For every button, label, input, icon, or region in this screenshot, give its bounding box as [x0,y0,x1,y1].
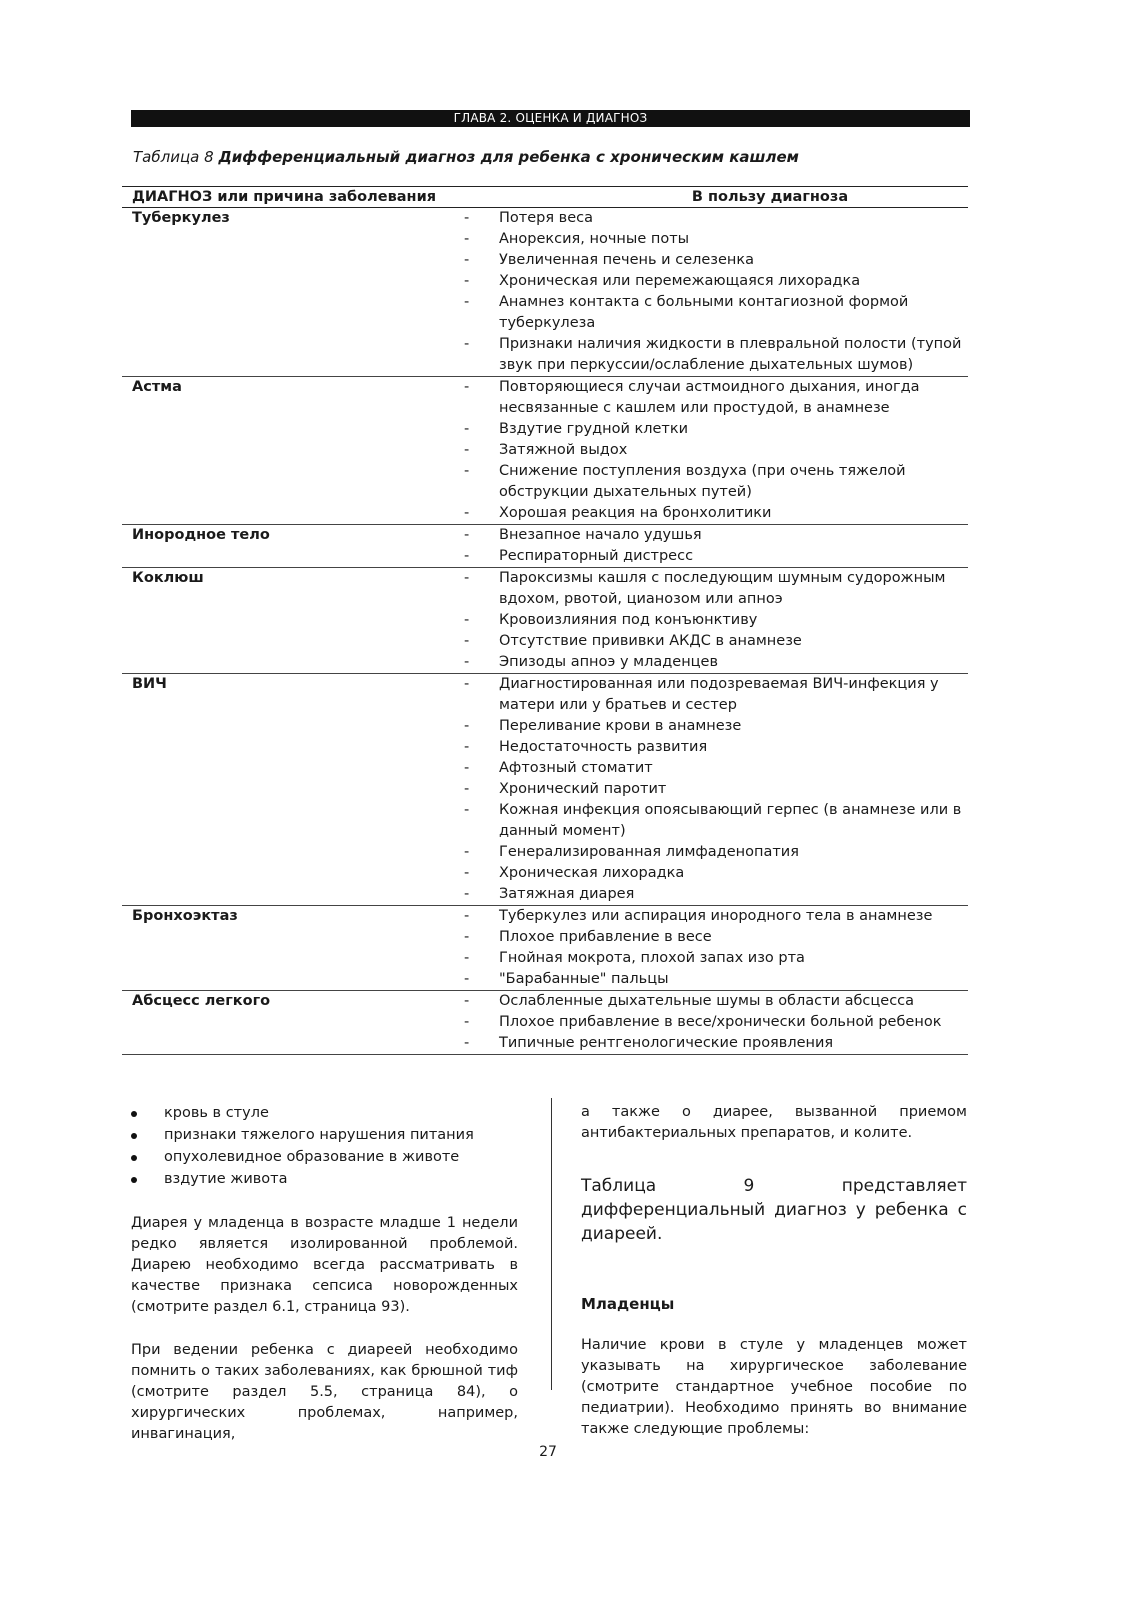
sign-text: Гнойная мокрота, плохой запах изо рта [499,950,805,966]
sign-text: Хроническая лихорадка [499,865,685,881]
sign-item [464,461,968,503]
diagnosis-signs [452,906,968,991]
sign-text: Генерализированная лимфаденопатия [499,844,799,860]
bullet-item [131,1102,518,1124]
sign-text: Отсутствие прививки АКДС в анамнезе [499,633,802,649]
dash-marker: - [464,210,470,226]
sign-item [464,334,968,376]
bullet-dot-icon [131,1133,137,1139]
sign-text: Недостаточность развития [499,739,708,755]
paragraph-table9-intro: Таблица 9 представляет дифференциальный диагноз у ребенка с диареей. [581,1176,967,1244]
sign-item [464,927,968,948]
table-row [122,674,968,906]
section-heading-infants: Младенцы [581,1295,675,1313]
dash-marker: - [464,421,470,437]
left-text-column [131,1102,518,1445]
sign-item [464,208,968,229]
dash-marker: - [464,886,470,902]
paragraph-diarrhea-management: При ведении ребенка с диареей необходимо помнить о таких заболеваниях, как брюшной тиф (смотрите раздел 5.5, страница 84), о хирургических проблемах, например, инвагинация, [131,1342,518,1442]
dash-marker: - [464,548,470,564]
dash-marker: - [464,633,470,649]
dash-marker: - [464,865,470,881]
dash-marker: - [464,760,470,776]
sign-text: Анорексия, ночные поты [499,231,690,247]
bullet-dot-icon [131,1177,137,1183]
sign-text: Затяжной выдох [499,442,628,458]
sign-item [464,292,968,334]
diagnosis-signs [452,377,968,525]
sign-text: Внезапное начало удушья [499,527,702,543]
sign-text: Плохое прибавление в весе/хронически больной ребенок [499,1014,942,1030]
sign-text: Респираторный дистресс [499,548,694,564]
dash-marker: - [464,294,470,310]
dash-marker: - [464,929,470,945]
sign-item [464,546,968,567]
dash-marker: - [464,505,470,521]
sign-item [464,779,968,800]
dash-marker: - [464,781,470,797]
bullet-item [131,1146,518,1168]
dash-marker: - [464,654,470,670]
differential-diagnosis-table [122,186,968,1055]
dash-marker: - [464,950,470,966]
table-row [122,525,968,568]
sign-item [464,884,968,905]
paragraph-neonatal-diarrhea: Диарея у младенца в возрасте младше 1 недели редко является изолированной проблемой. Диарею необходимо всегда рассматривать в качестве признака сепсиса новорожденных (смотрите раздел 6.1, страница 93). [131,1215,518,1315]
dash-marker: - [464,993,470,1009]
sign-item [464,419,968,440]
sign-text: Хроническая или перемежающаяся лихорадка [499,273,861,289]
sign-item [464,652,968,673]
dash-marker: - [464,844,470,860]
diagnosis-name: ВИЧ [122,674,452,906]
diagnosis-name: Туберкулез [122,208,452,377]
diagnosis-name: Коклюш [122,568,452,674]
sign-text: Переливание крови в анамнезе [499,718,742,734]
sign-item [464,948,968,969]
bullet-text: признаки тяжелого нарушения питания [164,1127,474,1143]
sign-item [464,674,968,716]
sign-item [464,863,968,884]
column-header-diagnosis: ДИАГНОЗ или причина заболевания [122,187,452,208]
dash-marker: - [464,570,470,586]
sign-text: Анамнез контакта с больными контагиозной формой туберкулеза [499,294,909,331]
dash-marker: - [464,252,470,268]
sign-text: Повторяющиеся случаи астмоидного дыхания, иногда несвязанные с кашлем или простудой, в анамнезе [499,379,920,416]
diagnosis-name: Бронхоэктаз [122,906,452,991]
sign-item [464,250,968,271]
sign-text: Кожная инфекция опоясывающий герпес (в анамнезе или в данный момент) [499,802,962,839]
sign-text: "Барабанные" пальцы [499,971,669,987]
sign-text: Вздутие грудной клетки [499,421,689,437]
column-divider [551,1098,552,1390]
sign-text: Плохое прибавление в весе [499,929,712,945]
table-caption-prefix: Таблица 8 [133,148,214,166]
diagnosis-name: Инородное тело [122,525,452,568]
sign-text: Потеря веса [499,210,594,226]
sign-item [464,906,968,927]
bullet-dot-icon [131,1155,137,1161]
table-row [122,377,968,525]
dash-marker: - [464,908,470,924]
diagnosis-signs [452,208,968,377]
sign-text: Затяжная диарея [499,886,635,902]
sign-text: Типичные рентгенологические проявления [499,1035,834,1051]
bullet-list [131,1102,518,1190]
sign-text: Диагностированная или подозреваемая ВИЧ-инфекция у матери или у братьев и сестер [499,676,939,713]
sign-item [464,631,968,652]
dash-marker: - [464,971,470,987]
dash-marker: - [464,379,470,395]
paragraph-antibiotic-diarrhea: а также о диарее, вызванной приемом антибактериальных препаратов, и колите. [581,1104,967,1141]
sign-text: Эпизоды апноэ у младенцев [499,654,719,670]
sign-item [464,440,968,461]
table-caption-title: Дифференциальный диагноз для ребенка с хроническим кашлем [218,148,799,166]
table-row [122,208,968,377]
bullet-text: кровь в стуле [164,1105,269,1121]
sign-item [464,716,968,737]
sign-text: Кровоизлияния под конъюнктиву [499,612,758,628]
diagnosis-signs [452,991,968,1055]
sign-item [464,969,968,990]
sign-item [464,800,968,842]
sign-item [464,842,968,863]
table-row [122,991,968,1055]
dash-marker: - [464,442,470,458]
page-number: 27 [539,1444,557,1460]
sign-text: Хронический паротит [499,781,667,797]
dash-marker: - [464,802,470,818]
column-header-signs: В пользу диагноза [452,187,968,208]
dash-marker: - [464,1014,470,1030]
sign-text: Пароксизмы кашля с последующим шумным судорожным вдохом, рвотой, цианозом или апноэ [499,570,946,607]
sign-text: Признаки наличия жидкости в плевральной полости (тупой звук при перкуссии/ослабление дыхательных шумов) [499,336,962,373]
sign-text: Афтозный стоматит [499,760,653,776]
bullet-text: опухолевидное образование в животе [164,1149,460,1165]
diagnosis-name: Абсцесс легкого [122,991,452,1055]
dash-marker: - [464,463,470,479]
diagnosis-signs [452,674,968,906]
dash-marker: - [464,273,470,289]
sign-item [464,568,968,610]
right-text-column [581,1102,967,1440]
dash-marker: - [464,676,470,692]
sign-item [464,1033,968,1054]
sign-item [464,377,968,419]
sign-item [464,758,968,779]
sign-item [464,271,968,292]
sign-text: Снижение поступления воздуха (при очень тяжелой обструкции дыхательных путей) [499,463,906,500]
sign-item [464,229,968,250]
sign-item [464,503,968,524]
dash-marker: - [464,1035,470,1051]
dash-marker: - [464,718,470,734]
sign-item [464,525,968,546]
diagnosis-signs [452,525,968,568]
table-caption [133,148,799,166]
sign-item [464,1012,968,1033]
sign-text: Ослабленные дыхательные шумы в области абсцесса [499,993,915,1009]
sign-item [464,737,968,758]
dash-marker: - [464,231,470,247]
table-row [122,568,968,674]
bullet-item [131,1124,518,1146]
sign-item [464,991,968,1012]
dash-marker: - [464,527,470,543]
sign-text: Увеличенная печень и селезенка [499,252,755,268]
dash-marker: - [464,612,470,628]
chapter-header: ГЛАВА 2. ОЦЕНКА И ДИАГНОЗ [131,110,970,127]
diagnosis-signs [452,568,968,674]
bullet-item [131,1168,518,1190]
dash-marker: - [464,739,470,755]
diagnosis-name: Астма [122,377,452,525]
table-row [122,906,968,991]
sign-item [464,610,968,631]
sign-text: Туберкулез или аспирация инородного тела в анамнезе [499,908,933,924]
bullet-text: вздутие живота [164,1171,288,1187]
paragraph-infants: Наличие крови в стуле у младенцев может указывать на хирургическое заболевание (смотрите стандартное учебное пособие по педиатрии). Необходимо принять во внимание также следующие проблемы: [581,1337,967,1437]
sign-text: Хорошая реакция на бронхолитики [499,505,772,521]
dash-marker: - [464,336,470,352]
bullet-dot-icon [131,1111,137,1117]
